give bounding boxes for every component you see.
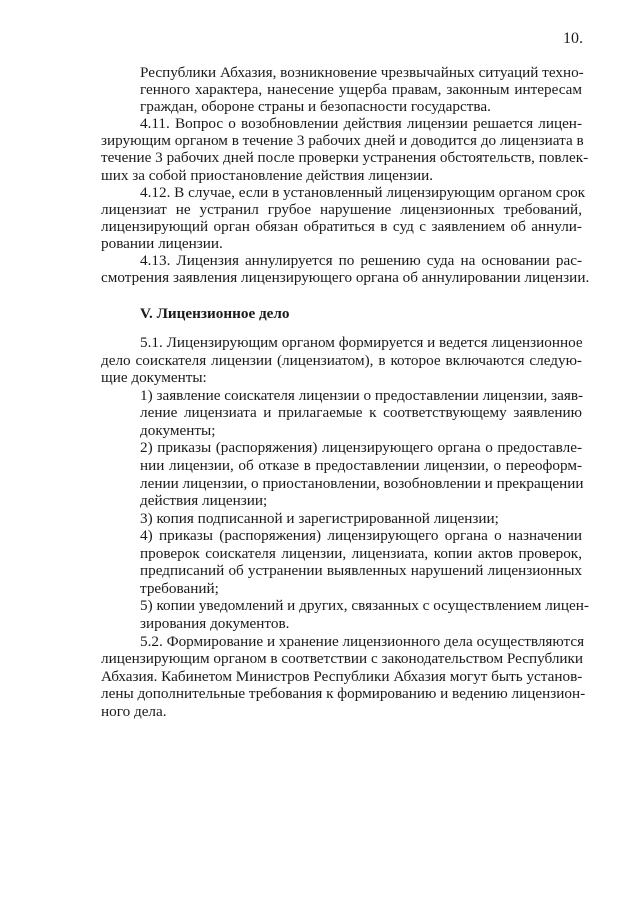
text-line: 5) копии уведомлений и других, связанных с осуществлением лицен- [140, 597, 589, 615]
text-line: предписаний об устранении выявленных нарушений лицензионных [140, 562, 582, 580]
paragraph [101, 510, 582, 528]
text-line: 5.2. Формирование и хранение лицензионного дела осуществляются [140, 632, 585, 650]
text-line: 4.12. В случае, если в установленный лицензирующим органом срок [140, 183, 586, 201]
text-line: зирующим органом в течение 3 рабочих дней и доводится до лицензиата в [101, 132, 584, 150]
text-line: требований; [140, 579, 219, 597]
text-line: ровании лицензии. [101, 234, 223, 252]
text-line: зирования документов. [140, 615, 290, 632]
text-line: смотрения заявления лицензирующего органа об аннулировании лицензии. [101, 269, 590, 287]
text-line: Республики Абхазия, возникновение чрезвычайных ситуаций техно- [140, 64, 584, 81]
text-line: ление лицензиата и прилагаемые к соответствующему заявлению [140, 404, 582, 422]
text-line: граждан, обороне страны и безопасности государства. [140, 98, 491, 116]
paragraph [101, 252, 590, 287]
text-line: течение 3 рабочих дней после проверки устранения обстоятельств, повлек- [101, 149, 589, 167]
text-line: нии лицензии, об отказе в предоставлении лицензии, о переоформ- [140, 456, 582, 474]
text-line: документы; [140, 421, 216, 439]
text-line: 4) приказы (распоряжения) лицензирующего органа о назначении [140, 527, 582, 545]
section-5-text [101, 334, 589, 720]
paragraph [101, 439, 582, 509]
paragraph [101, 527, 582, 597]
text-line: щие документы: [101, 369, 207, 387]
text-line: лицензирующий орган обязан обратиться в суд с заявлением об аннули- [101, 217, 582, 235]
paragraph [101, 334, 582, 387]
text-line: действия лицензии; [140, 492, 268, 510]
text-line: ного дела. [101, 702, 167, 720]
paragraph [101, 387, 582, 440]
text-line: 1) заявление соискателя лицензии о предоставлении лицензии, заяв- [140, 386, 584, 404]
text-line: лицензиат не устранил грубое нарушение лицензионных требований, [101, 200, 582, 218]
section-4-text [101, 64, 590, 287]
text-line: лении лицензии, о приостановлении, возобновлении и прекращении [140, 474, 584, 492]
text-line: 2) приказы (распоряжения) лицензирующего органа о предоставле- [140, 439, 582, 457]
paragraph [101, 183, 586, 252]
text-line: лицензирующим органом в соответствии с законодательством Республики [101, 650, 584, 668]
text-line: 3) копия подписанной и зарегистрированной лицензии; [140, 509, 499, 527]
text-line: лены дополнительные требования к формированию и ведению лицензион- [101, 685, 586, 703]
text-line: 4.13. Лицензия аннулируется по решению суда на основании рас- [140, 252, 582, 270]
text-line: генного характера, нанесение ущерба правам, законным интересам [140, 81, 582, 99]
paragraph [101, 115, 589, 184]
section-5-heading: V. Лицензионное дело [140, 305, 290, 322]
page-number: 10. [563, 30, 583, 47]
text-line: дело соискателя лицензии (лицензиатом), в которое включаются следую- [101, 351, 582, 369]
text-line: проверок соискателя лицензии, лицензиата, копии актов проверок, [140, 544, 582, 562]
text-line: 5.1. Лицензирующим органом формируется и ведется лицензионное [140, 334, 583, 351]
text-line: ших за собой приостановление действия лицензии. [101, 166, 434, 184]
paragraph [101, 64, 582, 115]
paragraph [101, 632, 586, 721]
text-line: 4.11. Вопрос о возобновлении действия лицензии решается лицен- [140, 115, 582, 133]
paragraph [101, 597, 589, 632]
text-line: Абхазия. Кабинетом Министров Республики Абхазия могут быть установ- [101, 667, 583, 685]
